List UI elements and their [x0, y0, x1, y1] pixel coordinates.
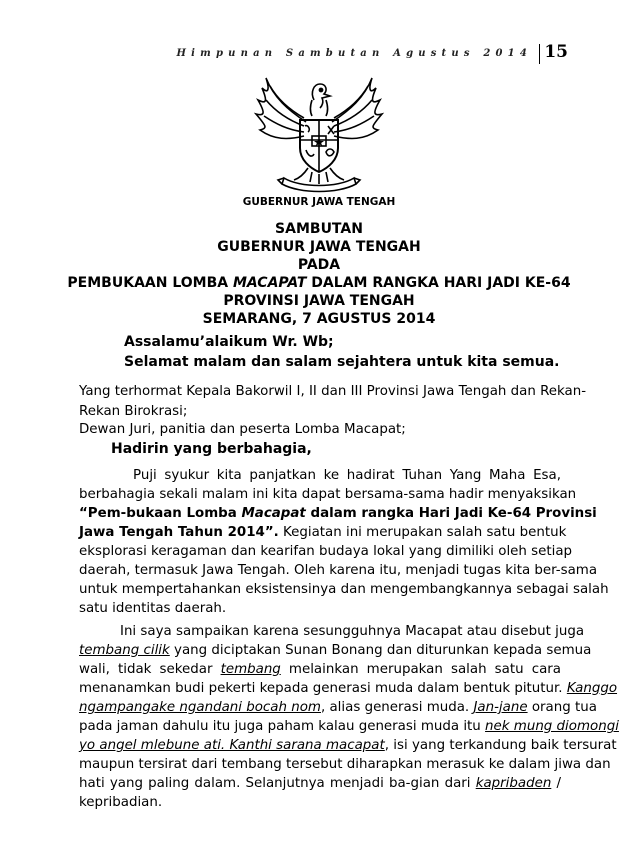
paragraph-2-line-9-italic: kapribaden: [475, 776, 552, 791]
paragraph-1-line-4: [79, 525, 567, 540]
paragraph-1-line-3: [79, 506, 597, 521]
paragraph-1-line-3-pre: “Pem-bukaan Lomba: [79, 506, 242, 521]
paragraph-2-line-4-italic: Kanggo: [566, 681, 618, 696]
paragraph-2-line-3-post: melainkan merupakan salah satu cara: [280, 662, 561, 677]
paragraph-1-line-7: untuk mempertahankan eksistensinya dan mengembangkannya sebagai salah: [79, 582, 609, 597]
paragraph-2-line-3-italic: tembang: [220, 662, 281, 677]
title-line-4-pre: PEMBUKAAN LOMBA: [67, 275, 233, 291]
title-line-4: [0, 275, 638, 291]
page-number: 15: [544, 42, 568, 62]
paragraph-1-line-1: Puji syukur kita panjatkan ke hadirat Tuhan Yang Maha Esa,: [133, 468, 561, 483]
title-line-3: PADA: [297, 257, 341, 273]
paragraph-1-line-8: satu identitas daerah.: [79, 601, 227, 616]
paragraph-1-line-3-italic: Macapat: [241, 506, 306, 521]
garuda-emblem-icon: [248, 70, 390, 195]
header-divider: [539, 44, 541, 64]
paragraph-2-line-5-italic: ngampangake ngandani bocah nom: [79, 700, 321, 715]
title-line-2: GUBERNUR JAWA TENGAH: [217, 239, 421, 255]
paragraph-2-line-4: [79, 681, 618, 696]
greeting-line-2: Selamat malam dan salam sejahtera untuk kita semua.: [124, 354, 560, 370]
paragraph-1-line-5: eksplorasi keragaman dan kearifan budaya lokal yang dimiliki oleh setiap: [79, 544, 573, 559]
addressees-line-1: Yang terhormat Kepala Bakorwil I, II dan III Provinsi Jawa Tengah dan Rekan-: [79, 384, 587, 399]
paragraph-2-line-6-pre: pada jaman dahulu itu juga paham kalau generasi muda itu: [79, 719, 486, 734]
title-line-4-post: DALAM RANGKA HARI JADI KE-64: [306, 275, 571, 291]
paragraph-2-line-6-italic: nek mung diomongi: [485, 719, 619, 734]
paragraph-2-line-9: [79, 776, 561, 791]
paragraph-2-line-1: Ini saya sampaikan karena sesungguhnya Macapat atau disebut juga: [120, 624, 585, 639]
paragraph-2-line-9-pre: hati yang paling dalam. Selanjutnya menjadi ba-gian dari: [79, 776, 476, 791]
paragraph-2-line-5: [79, 700, 597, 715]
paragraph-2-line-3-pre: wali, tidak sekedar: [79, 662, 221, 677]
paragraph-2-line-8: maupun tersirat dari tembang tersebut diharapkan merasuk ke dalam jiwa dan: [79, 757, 611, 772]
title-line-6: SEMARANG, 7 AGUSTUS 2014: [202, 311, 436, 327]
addressees-line-3: Dewan Juri, panitia dan peserta Lomba Macapat;: [79, 422, 406, 437]
paragraph-2-line-5-post: orang tua: [527, 700, 597, 715]
running-header: [70, 40, 568, 64]
salutation: Hadirin yang berbahagia,: [111, 441, 312, 457]
paragraph-2-line-5-mid: , alias generasi muda.: [320, 700, 474, 715]
paragraph-2-line-7-italic: yo angel mlebune ati. Kanthi sarana macapat: [79, 738, 385, 753]
paragraph-2-line-10: kepribadian.: [79, 795, 163, 810]
paragraph-2-line-7-post: , isi yang terkandung baik tersurat: [384, 738, 617, 753]
paragraph-2-line-3: [79, 662, 561, 677]
paragraph-2-line-5-italic-2: Jan-jane: [473, 700, 528, 715]
paragraph-2-line-2-italic: tembang cilik: [79, 643, 170, 658]
paragraph-2-line-6: [79, 719, 619, 734]
paragraph-2-line-2-rest: yang diciptakan Sunan Bonang dan diturunkan kepada semua: [169, 643, 592, 658]
emblem-caption: GUBERNUR JAWA TENGAH: [242, 196, 396, 208]
title-line-4-italic: MACAPAT: [232, 275, 307, 291]
paragraph-1-line-3-post: dalam rangka Hari Jadi Ke-64 Provinsi: [305, 506, 597, 521]
paragraph-1-line-4-bold: Jawa Tengah Tahun 2014”.: [79, 525, 279, 540]
running-title: Himpunan Sambutan Agustus 2014: [176, 48, 532, 59]
title-line-5: PROVINSI JAWA TENGAH: [223, 293, 415, 309]
greeting-line-1: Assalamu’alaikum Wr. Wb;: [124, 334, 334, 350]
addressees-line-2: Rekan Birokrasi;: [79, 404, 188, 419]
title-line-1: SAMBUTAN: [275, 221, 363, 237]
paragraph-1-line-2: berbahagia sekali malam ini kita dapat bersama-sama hadir menyaksikan: [79, 487, 577, 502]
paragraph-2-line-2: [79, 643, 592, 658]
paragraph-1-line-6: daerah, termasuk Jawa Tengah. Oleh karena itu, menjadi tugas kita ber-sama: [79, 563, 598, 578]
paragraph-1-line-4-rest: Kegiatan ini merupakan salah satu bentuk: [278, 525, 567, 540]
paragraph-2-line-4-pre: menanamkan budi pekerti kepada generasi muda dalam bentuk pitutur.: [79, 681, 567, 696]
paragraph-2-line-9-post: /: [551, 776, 561, 791]
paragraph-2-line-7: [79, 738, 617, 753]
